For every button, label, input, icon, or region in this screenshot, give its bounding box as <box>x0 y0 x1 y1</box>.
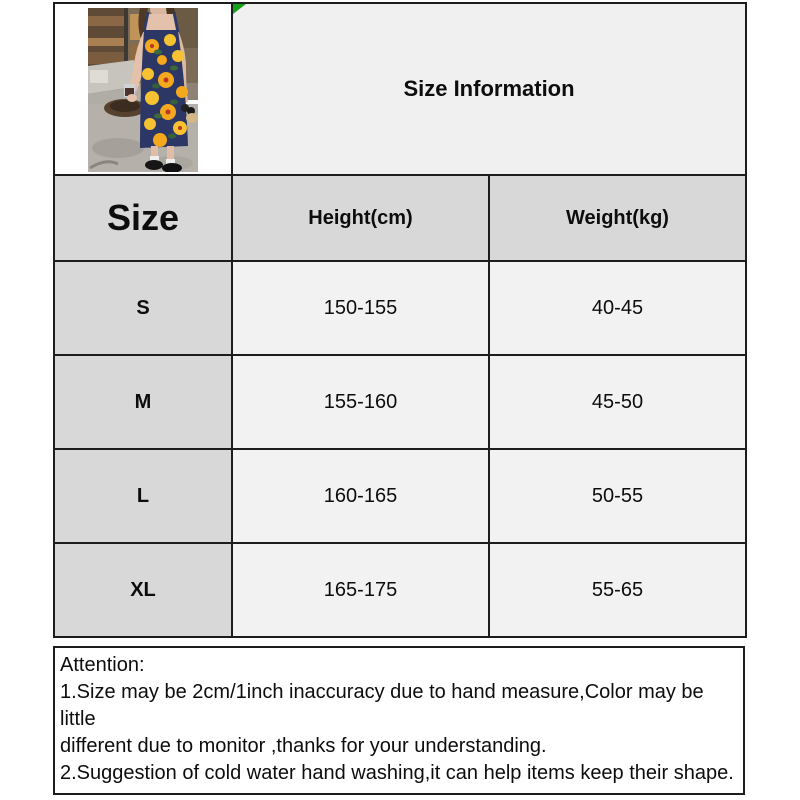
table-row-s <box>54 261 746 355</box>
table-row-l <box>54 449 746 543</box>
height-value: 165-175 <box>232 543 489 637</box>
size-information-title-cell <box>232 3 746 175</box>
size-chart-table <box>53 2 747 638</box>
column-header-weight: Weight(kg) <box>489 175 746 261</box>
cell-corner-marker-icon <box>233 4 246 14</box>
product-photo-cell <box>54 3 232 175</box>
table-header-row <box>54 175 746 261</box>
table-row-xl <box>54 543 746 637</box>
weight-value: 55-65 <box>489 543 746 637</box>
size-label: L <box>54 449 232 543</box>
attention-title: Attention: <box>60 654 145 676</box>
height-value: 160-165 <box>232 449 489 543</box>
attention-line: 2.Suggestion of cold water hand washing,it can help items keep their shape. <box>60 762 734 784</box>
size-label: S <box>54 261 232 355</box>
product-photo <box>88 8 198 172</box>
size-information-title: Size Information <box>403 76 575 101</box>
top-row <box>54 3 746 175</box>
column-header-size: Size <box>54 175 232 261</box>
attention-line: 1.Size may be 2cm/1inch inaccuracy due to hand measure,Color may be little <box>60 681 704 730</box>
size-label: M <box>54 355 232 449</box>
height-value: 155-160 <box>232 355 489 449</box>
column-header-height: Height(cm) <box>232 175 489 261</box>
attention-line: different due to monitor ,thanks for your understanding. <box>60 735 547 757</box>
weight-value: 40-45 <box>489 261 746 355</box>
table-row-m <box>54 355 746 449</box>
size-label: XL <box>54 543 232 637</box>
weight-value: 50-55 <box>489 449 746 543</box>
height-value: 150-155 <box>232 261 489 355</box>
attention-note <box>53 646 745 795</box>
weight-value: 45-50 <box>489 355 746 449</box>
